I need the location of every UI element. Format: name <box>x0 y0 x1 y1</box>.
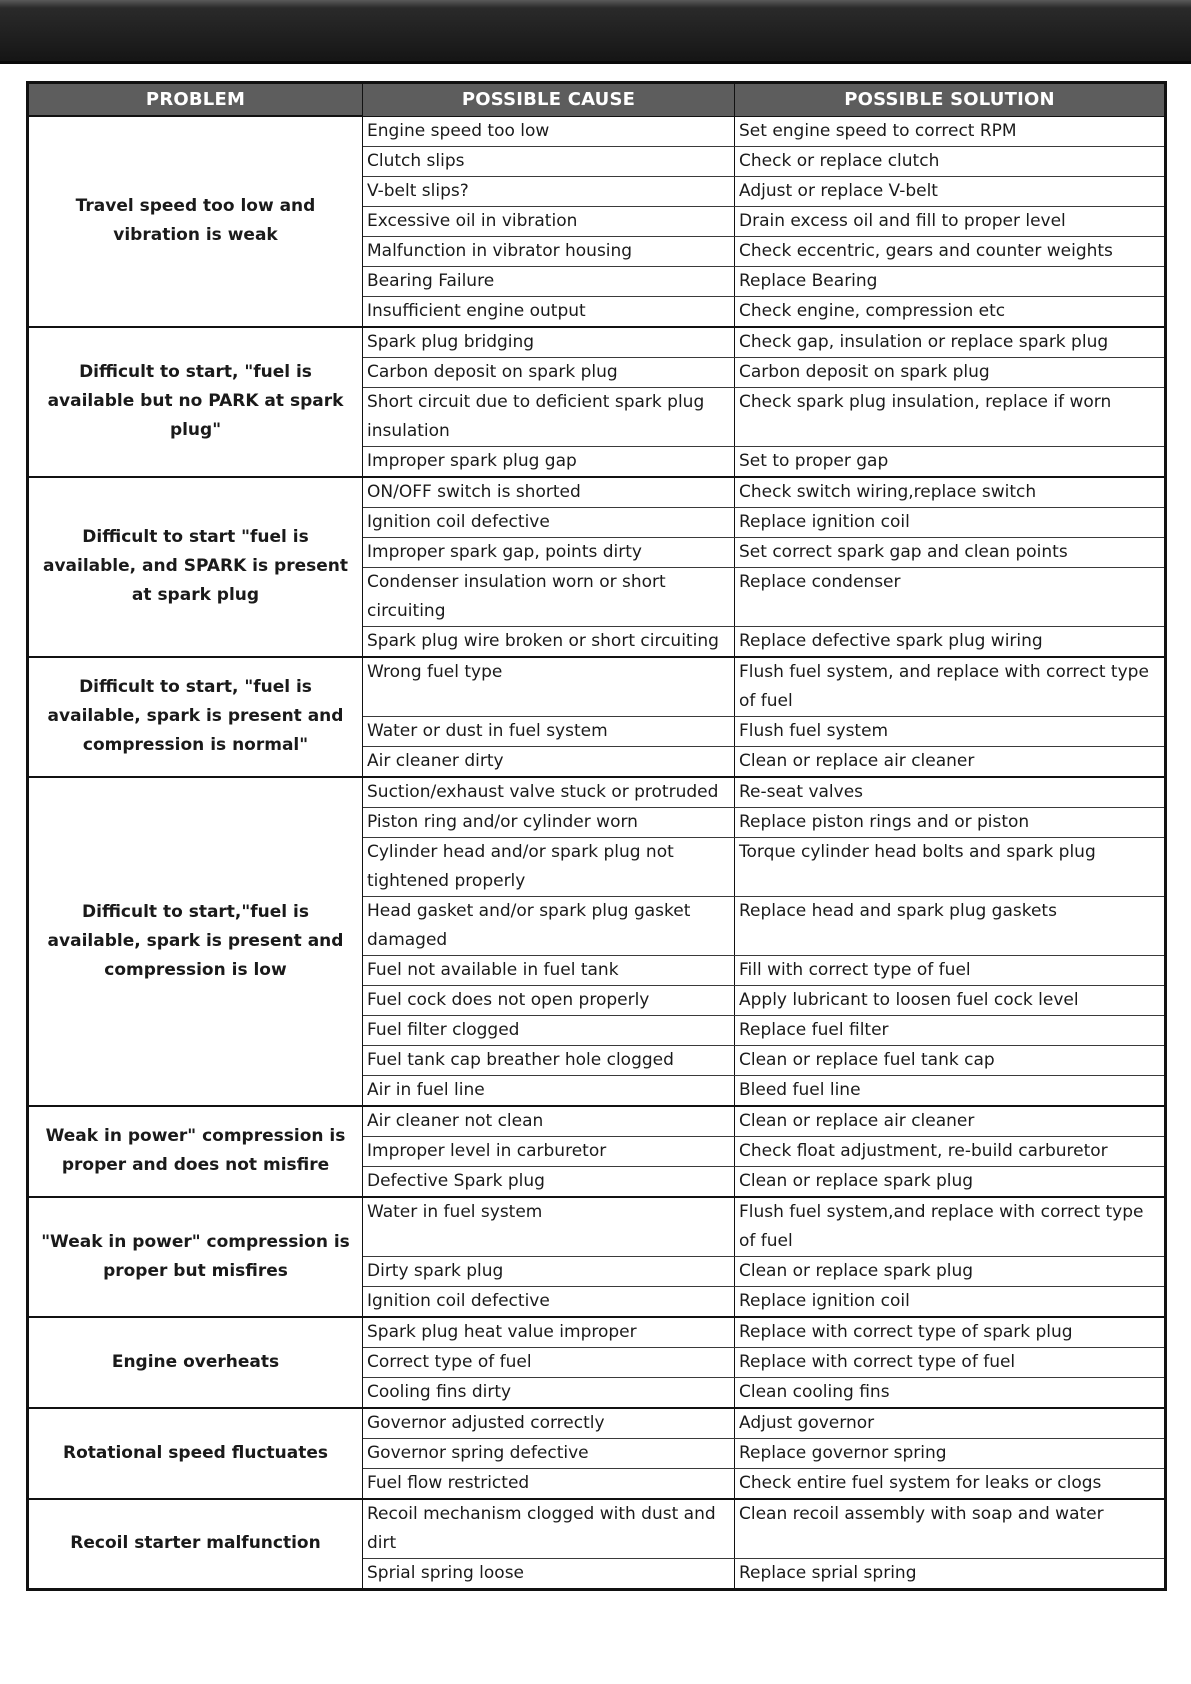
solution-cell: Replace piston rings and or piston <box>735 807 1166 837</box>
solution-cell: Replace ignition coil <box>735 507 1166 537</box>
solution-cell: Apply lubricant to loosen fuel cock level <box>735 985 1166 1015</box>
solution-cell: Replace defective spark plug wiring <box>735 626 1166 657</box>
cause-cell: Water or dust in fuel system <box>363 716 735 746</box>
solution-cell: Carbon deposit on spark plug <box>735 357 1166 387</box>
table-row <box>28 1106 1166 1137</box>
cause-cell: Dirty spark plug <box>363 1256 735 1286</box>
solution-cell: Adjust governor <box>735 1408 1166 1439</box>
solution-cell: Replace Bearing <box>735 266 1166 296</box>
solution-cell: Replace condenser <box>735 567 1166 626</box>
solution-cell: Clean or replace spark plug <box>735 1166 1166 1197</box>
cause-cell: Improper spark plug gap <box>363 446 735 477</box>
table-body <box>28 116 1166 1589</box>
problem-cell: Difficult to start, "fuel is available, spark is present and compression is normal" <box>28 657 363 777</box>
table-row <box>28 777 1166 808</box>
solution-cell: Adjust or replace V-belt <box>735 176 1166 206</box>
solution-cell: Replace fuel filter <box>735 1015 1166 1045</box>
solution-cell: Clean cooling fins <box>735 1377 1166 1408</box>
cause-cell: Fuel flow restricted <box>363 1468 735 1499</box>
solution-cell: Clean or replace fuel tank cap <box>735 1045 1166 1075</box>
cause-cell: Air cleaner dirty <box>363 746 735 777</box>
table-row <box>28 1499 1166 1559</box>
solution-cell: Replace sprial spring <box>735 1558 1166 1589</box>
solution-cell: Check float adjustment, re-build carburetor <box>735 1136 1166 1166</box>
problem-cell: Weak in power" compression is proper and does not misfire <box>28 1106 363 1197</box>
table-row <box>28 657 1166 717</box>
cause-cell: Air in fuel line <box>363 1075 735 1106</box>
table-row <box>28 327 1166 358</box>
problem-cell: Rotational speed fluctuates <box>28 1408 363 1499</box>
problem-cell: Difficult to start,"fuel is available, spark is present and compression is low <box>28 777 363 1106</box>
solution-cell: Check eccentric, gears and counter weights <box>735 236 1166 266</box>
solution-cell: Flush fuel system, and replace with correct type of fuel <box>735 657 1166 717</box>
solution-cell: Clean recoil assembly with soap and water <box>735 1499 1166 1559</box>
solution-cell: Replace governor spring <box>735 1438 1166 1468</box>
problem-cell: "Weak in power" compression is proper but misfires <box>28 1197 363 1317</box>
solution-cell: Replace head and spark plug gaskets <box>735 896 1166 955</box>
header-possible-solution: POSSIBLE SOLUTION <box>735 83 1166 117</box>
solution-cell: Bleed fuel line <box>735 1075 1166 1106</box>
cause-cell: Condenser insulation worn or short circuiting <box>363 567 735 626</box>
solution-cell: Set to proper gap <box>735 446 1166 477</box>
solution-cell: Replace with correct type of spark plug <box>735 1317 1166 1348</box>
problem-cell: Difficult to start "fuel is available, and SPARK is present at spark plug <box>28 477 363 657</box>
cause-cell: Sprial spring loose <box>363 1558 735 1589</box>
solution-cell: Check or replace clutch <box>735 146 1166 176</box>
header-bar <box>0 0 1191 64</box>
problem-cell: Engine overheats <box>28 1317 363 1408</box>
table-row <box>28 1317 1166 1348</box>
cause-cell: Carbon deposit on spark plug <box>363 357 735 387</box>
solution-cell: Set engine speed to correct RPM <box>735 116 1166 146</box>
solution-cell: Check engine, compression etc <box>735 296 1166 327</box>
cause-cell: Governor spring defective <box>363 1438 735 1468</box>
cause-cell: Improper spark gap, points dirty <box>363 537 735 567</box>
cause-cell: Fuel not available in fuel tank <box>363 955 735 985</box>
cause-cell: Correct type of fuel <box>363 1347 735 1377</box>
cause-cell: Excessive oil in vibration <box>363 206 735 236</box>
cause-cell: Short circuit due to deficient spark plug insulation <box>363 387 735 446</box>
cause-cell: Malfunction in vibrator housing <box>363 236 735 266</box>
cause-cell: Engine speed too low <box>363 116 735 146</box>
cause-cell: Ignition coil defective <box>363 507 735 537</box>
cause-cell: Suction/exhaust valve stuck or protruded <box>363 777 735 808</box>
cause-cell: Insufficient engine output <box>363 296 735 327</box>
cause-cell: Piston ring and/or cylinder worn <box>363 807 735 837</box>
cause-cell: Governor adjusted correctly <box>363 1408 735 1439</box>
table-row <box>28 1197 1166 1257</box>
solution-cell: Flush fuel system,and replace with correct type of fuel <box>735 1197 1166 1257</box>
solution-cell: Set correct spark gap and clean points <box>735 537 1166 567</box>
cause-cell: ON/OFF switch is shorted <box>363 477 735 508</box>
table-row <box>28 477 1166 508</box>
cause-cell: Fuel filter clogged <box>363 1015 735 1045</box>
cause-cell: Spark plug wire broken or short circuiting <box>363 626 735 657</box>
cause-cell: Cooling fins dirty <box>363 1377 735 1408</box>
problem-cell: Recoil starter malfunction <box>28 1499 363 1590</box>
solution-cell: Replace with correct type of fuel <box>735 1347 1166 1377</box>
cause-cell: Fuel tank cap breather hole clogged <box>363 1045 735 1075</box>
cause-cell: Ignition coil defective <box>363 1286 735 1317</box>
cause-cell: Fuel cock does not open properly <box>363 985 735 1015</box>
cause-cell: Spark plug bridging <box>363 327 735 358</box>
table-row <box>28 1408 1166 1439</box>
solution-cell: Check gap, insulation or replace spark plug <box>735 327 1166 358</box>
solution-cell: Re-seat valves <box>735 777 1166 808</box>
solution-cell: Check spark plug insulation, replace if worn <box>735 387 1166 446</box>
solution-cell: Clean or replace air cleaner <box>735 746 1166 777</box>
cause-cell: Recoil mechanism clogged with dust and dirt <box>363 1499 735 1559</box>
solution-cell: Check entire fuel system for leaks or clogs <box>735 1468 1166 1499</box>
header-possible-cause: POSSIBLE CAUSE <box>363 83 735 117</box>
cause-cell: Head gasket and/or spark plug gasket damaged <box>363 896 735 955</box>
problem-cell: Difficult to start, "fuel is available but no PARK at spark plug" <box>28 327 363 477</box>
solution-cell: Check switch wiring,replace switch <box>735 477 1166 508</box>
table-row <box>28 116 1166 146</box>
solution-cell: Clean or replace spark plug <box>735 1256 1166 1286</box>
cause-cell: Water in fuel system <box>363 1197 735 1257</box>
problem-cell: Travel speed too low and vibration is weak <box>28 116 363 327</box>
cause-cell: Improper level in carburetor <box>363 1136 735 1166</box>
solution-cell: Fill with correct type of fuel <box>735 955 1166 985</box>
solution-cell: Flush fuel system <box>735 716 1166 746</box>
cause-cell: Defective Spark plug <box>363 1166 735 1197</box>
solution-cell: Clean or replace air cleaner <box>735 1106 1166 1137</box>
cause-cell: Wrong fuel type <box>363 657 735 717</box>
cause-cell: Bearing Failure <box>363 266 735 296</box>
table-header-row <box>28 83 1166 117</box>
troubleshooting-table <box>26 81 1167 1591</box>
cause-cell: Spark plug heat value improper <box>363 1317 735 1348</box>
cause-cell: Cylinder head and/or spark plug not tightened properly <box>363 837 735 896</box>
solution-cell: Torque cylinder head bolts and spark plug <box>735 837 1166 896</box>
header-problem: PROBLEM <box>28 83 363 117</box>
solution-cell: Drain excess oil and fill to proper level <box>735 206 1166 236</box>
cause-cell: Clutch slips <box>363 146 735 176</box>
solution-cell: Replace ignition coil <box>735 1286 1166 1317</box>
cause-cell: Air cleaner not clean <box>363 1106 735 1137</box>
cause-cell: V-belt slips? <box>363 176 735 206</box>
